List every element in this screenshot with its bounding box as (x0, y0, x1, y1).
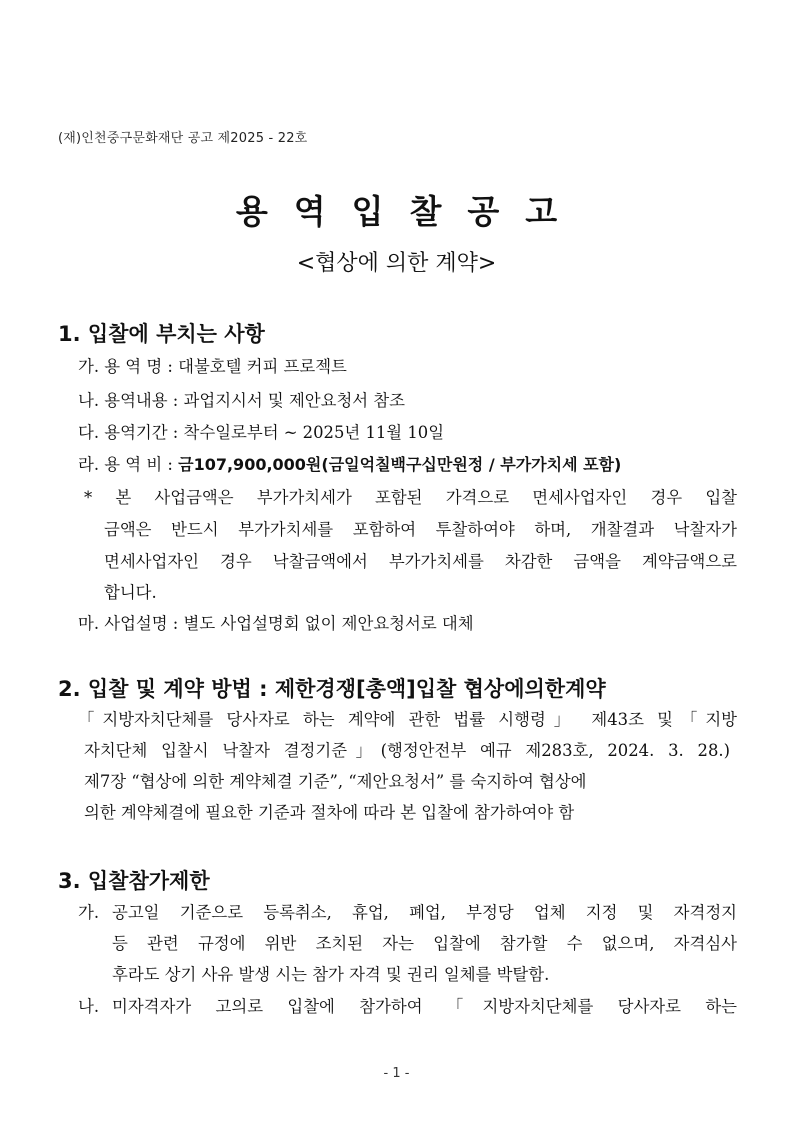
item-label: 가. (78, 903, 100, 922)
item-service-content: 나. 용역내용 : 과업지시서 및 제안요청서 참조 (78, 391, 405, 410)
page-number: - 1 - (383, 1066, 410, 1081)
section-2-text-line: 제7장 “협상에 의한 계약체결 기준”, “제안요청서” 를 숙지하여 협상에 (84, 772, 587, 791)
item-service-name: 가. 용 역 명 : 대불호텔 커피 프로젝트 (78, 357, 347, 376)
restriction-text-line: 후라도 상기 사유 발생 시는 참가 자격 및 권리 일체를 박탈함. (112, 965, 550, 984)
cost-note-line: 합니다. (104, 583, 157, 602)
service-cost-value: 금107,900,000원(금일억칠백구십만원정 / 부가가치세 포함) (178, 455, 622, 474)
section-2-text-line: 의한 계약체결에 필요한 기준과 절차에 따라 본 입찰에 참가하여야 함 (84, 803, 575, 822)
item-service-period: 다. 용역기간 : 착수일로부터 ~ 2025년 11월 10일 (78, 423, 445, 442)
restriction-text-line: 미자격자가 고의로 입찰에 참가하여 「지방자치단체를 당사자로 하는 (112, 997, 737, 1016)
title-char: 역 (293, 192, 326, 231)
notice-number: (재)인천중구문화재단 공고 제2025 - 22호 (58, 131, 308, 146)
section-2-text-line: 「지방자치단체를 당사자로 하는 계약에 관한 법률 시행령」 제43조 및「지방 (78, 710, 737, 729)
restriction-text-line: 등 관련 규정에 위반 조치된 자는 입찰에 참가할 수 없으며, 자격심사 (112, 934, 737, 953)
title-char: 찰 (409, 192, 442, 231)
section-2-text-line: 자치단체 입찰시 낙찰자 결정기준」(행정안전부 예규 제283호, 2024. 3. 28.) (84, 741, 730, 760)
section-2-heading: 2. 입찰 및 계약 방법 : 제한경쟁[총액]입찰 협상에의한계약 (58, 677, 606, 701)
item-briefing: 마. 사업설명 : 별도 사업설명회 없이 제안요청서로 대체 (78, 614, 474, 633)
section-1-heading: 1. 입찰에 부치는 사항 (58, 322, 265, 346)
title-char: 공 (467, 192, 500, 231)
document-title (0, 186, 793, 233)
cost-note-line: 면세사업자인 경우 낙찰금액에서 부가가치세를 차감한 금액을 계약금액으로 (104, 552, 737, 571)
title-char: 고 (525, 192, 558, 231)
section-3-heading: 3. 입찰참가제한 (58, 869, 210, 893)
cost-note-line: 금액은 반드시 부가가치세를 포함하여 투찰하여야 하며, 개찰결과 낙찰자가 (104, 520, 737, 539)
title-char: 입 (351, 192, 384, 231)
service-cost-label: 라. 용 역 비 : (78, 455, 179, 474)
cost-note-line: * 본 사업금액은 부가가치세가 포함된 가격으로 면세사업자인 경우 입찰 (84, 488, 737, 507)
title-char: 용 (235, 192, 268, 231)
item-label: 나. (78, 997, 100, 1016)
item-service-cost (78, 453, 621, 477)
document-subtitle: <협상에 의한 계약> (296, 251, 497, 276)
restriction-text-line: 공고일 기준으로 등록취소, 휴업, 폐업, 부정당 업체 지정 및 자격정지 (112, 903, 737, 922)
